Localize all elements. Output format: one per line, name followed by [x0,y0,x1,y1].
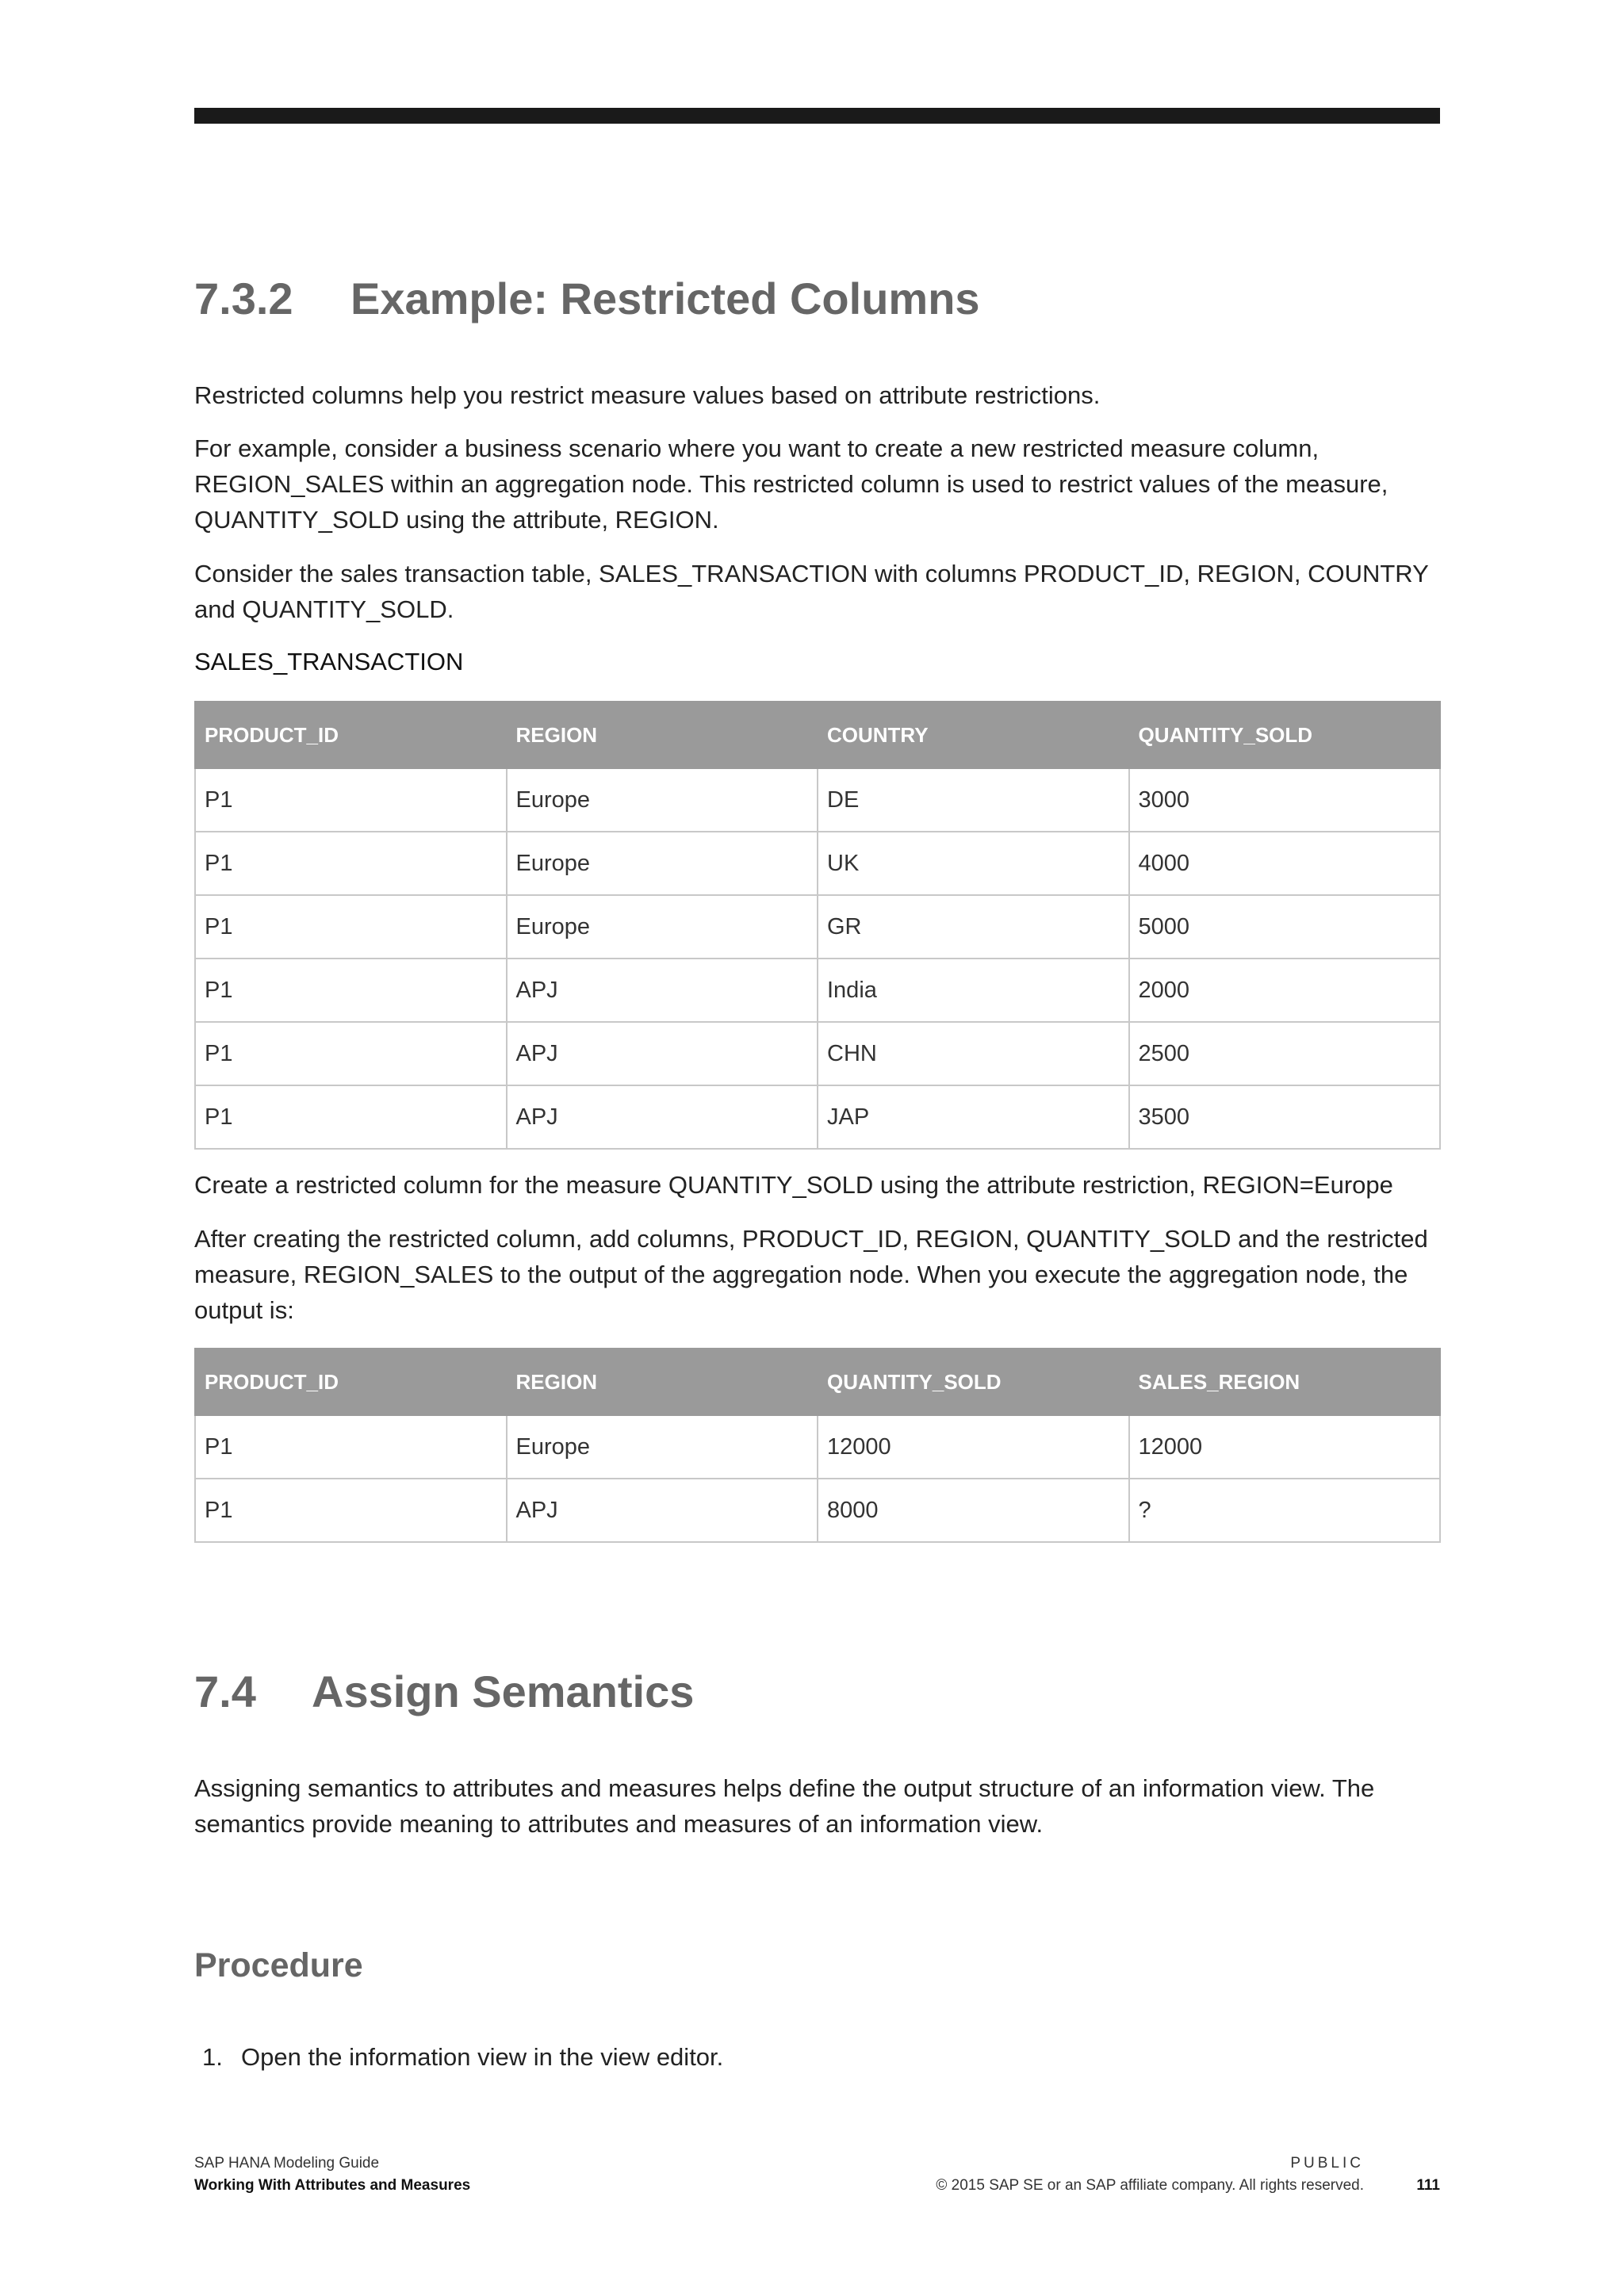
section-heading-7-3-2 [194,273,980,324]
table-row [195,768,1440,832]
paragraph-assign-semantics: Assigning semantics to attributes and measures helps define the output structure of an information view. The semantics provide meaning to attributes and measures of an information view. [194,1774,1375,1838]
table-cell: P1 [195,1415,507,1479]
table-header-cell: REGION [507,1349,818,1415]
table-row [195,1022,1440,1085]
table-cell: APJ [507,959,818,1022]
table-cell: 3500 [1129,1085,1441,1149]
table-cell: P1 [195,1479,507,1542]
table-cell: JAP [818,1085,1129,1149]
table-cell: 8000 [818,1479,1129,1542]
table-cell: 2500 [1129,1022,1441,1085]
table-cell: CHN [818,1022,1129,1085]
table-cell: 3000 [1129,768,1441,832]
table-header-cell: COUNTRY [818,702,1129,768]
table-header-cell: PRODUCT_ID [195,1349,507,1415]
table-cell: 2000 [1129,959,1441,1022]
table-cell: P1 [195,1022,507,1085]
table-row [195,832,1440,895]
table-header-cell: REGION [507,702,818,768]
table-cell: ? [1129,1479,1441,1542]
paragraph-create-restricted: Create a restricted column for the measure QUANTITY_SOLD using the attribute restriction, REGION=Europe [194,1171,1393,1199]
table-cell: APJ [507,1085,818,1149]
table-cell: DE [818,768,1129,832]
top-rule [194,108,1440,124]
table-cell: India [818,959,1129,1022]
table-header-cell: QUANTITY_SOLD [818,1349,1129,1415]
table-cell: 12000 [818,1415,1129,1479]
table-cell: P1 [195,768,507,832]
table-row [195,1479,1440,1542]
table-cell: P1 [195,895,507,959]
paragraph-output-intro: After creating the restricted column, add columns, PRODUCT_ID, REGION, QUANTITY_SOLD and the restricted measure, REGION_SALES to the output of the aggregation node. When you execute the aggregation node, the output is: [194,1225,1428,1324]
table-header-row [195,1349,1440,1415]
aggregation-output-table [194,1348,1441,1543]
table-cell: Europe [507,895,818,959]
table-cell: APJ [507,1022,818,1085]
paragraph-table-intro: Consider the sales transaction table, SALES_TRANSACTION with columns PRODUCT_ID, REGION, COUNTRY and QUANTITY_SOLD. [194,560,1429,623]
table-cell: P1 [195,1085,507,1149]
table-cell: Europe [507,1415,818,1479]
table-cell: Europe [507,768,818,832]
table-cell: Europe [507,832,818,895]
table-header-cell: QUANTITY_SOLD [1129,702,1441,768]
table-header-cell: PRODUCT_ID [195,702,507,768]
table-row [195,1415,1440,1479]
section-number: 7.3.2 [194,274,293,323]
footer-chapter-title: Working With Attributes and Measures [194,2177,471,2194]
table-cell: 12000 [1129,1415,1441,1479]
table-row [195,959,1440,1022]
step-text: Open the information view in the view editor. [241,2043,724,2071]
table-caption: SALES_TRANSACTION [194,648,464,675]
paragraph-intro: Restricted columns help you restrict measure values based on attribute restrictions. [194,381,1101,409]
footer-right [793,2152,1364,2197]
table-cell: P1 [195,959,507,1022]
paragraph-scenario: For example, consider a business scenario where you want to create a new restricted measure column, REGION_SALES within an aggregation node. This restricted column is used to restrict values of the measure, QUANTITY_SOLD using the attribute, REGION. [194,434,1388,534]
step-number: 1. [202,2043,223,2071]
footer-guide-title: SAP HANA Modeling Guide [194,2155,380,2172]
procedure-heading: Procedure [194,1946,363,1984]
section-title: Example: Restricted Columns [350,274,980,323]
procedure-steps [194,2043,723,2072]
section-heading-7-4 [194,1666,694,1717]
footer-left [194,2152,470,2197]
footer-copyright: © 2015 SAP SE or an SAP affiliate company. All rights reserved. [936,2177,1364,2194]
table-header-row [195,702,1440,768]
table-cell: GR [818,895,1129,959]
footer-classification: PUBLIC [1290,2155,1364,2172]
table-cell: APJ [507,1479,818,1542]
page-number: 111 [1416,2177,1440,2194]
table-cell: 4000 [1129,832,1441,895]
table-header-cell: SALES_REGION [1129,1349,1441,1415]
table-row [195,895,1440,959]
table-cell: 5000 [1129,895,1441,959]
section-number: 7.4 [194,1667,256,1716]
sales-transaction-table [194,701,1441,1150]
table-cell: UK [818,832,1129,895]
table-row [195,1085,1440,1149]
table-cell: P1 [195,832,507,895]
section-title: Assign Semantics [312,1667,695,1716]
list-item [194,2043,723,2072]
